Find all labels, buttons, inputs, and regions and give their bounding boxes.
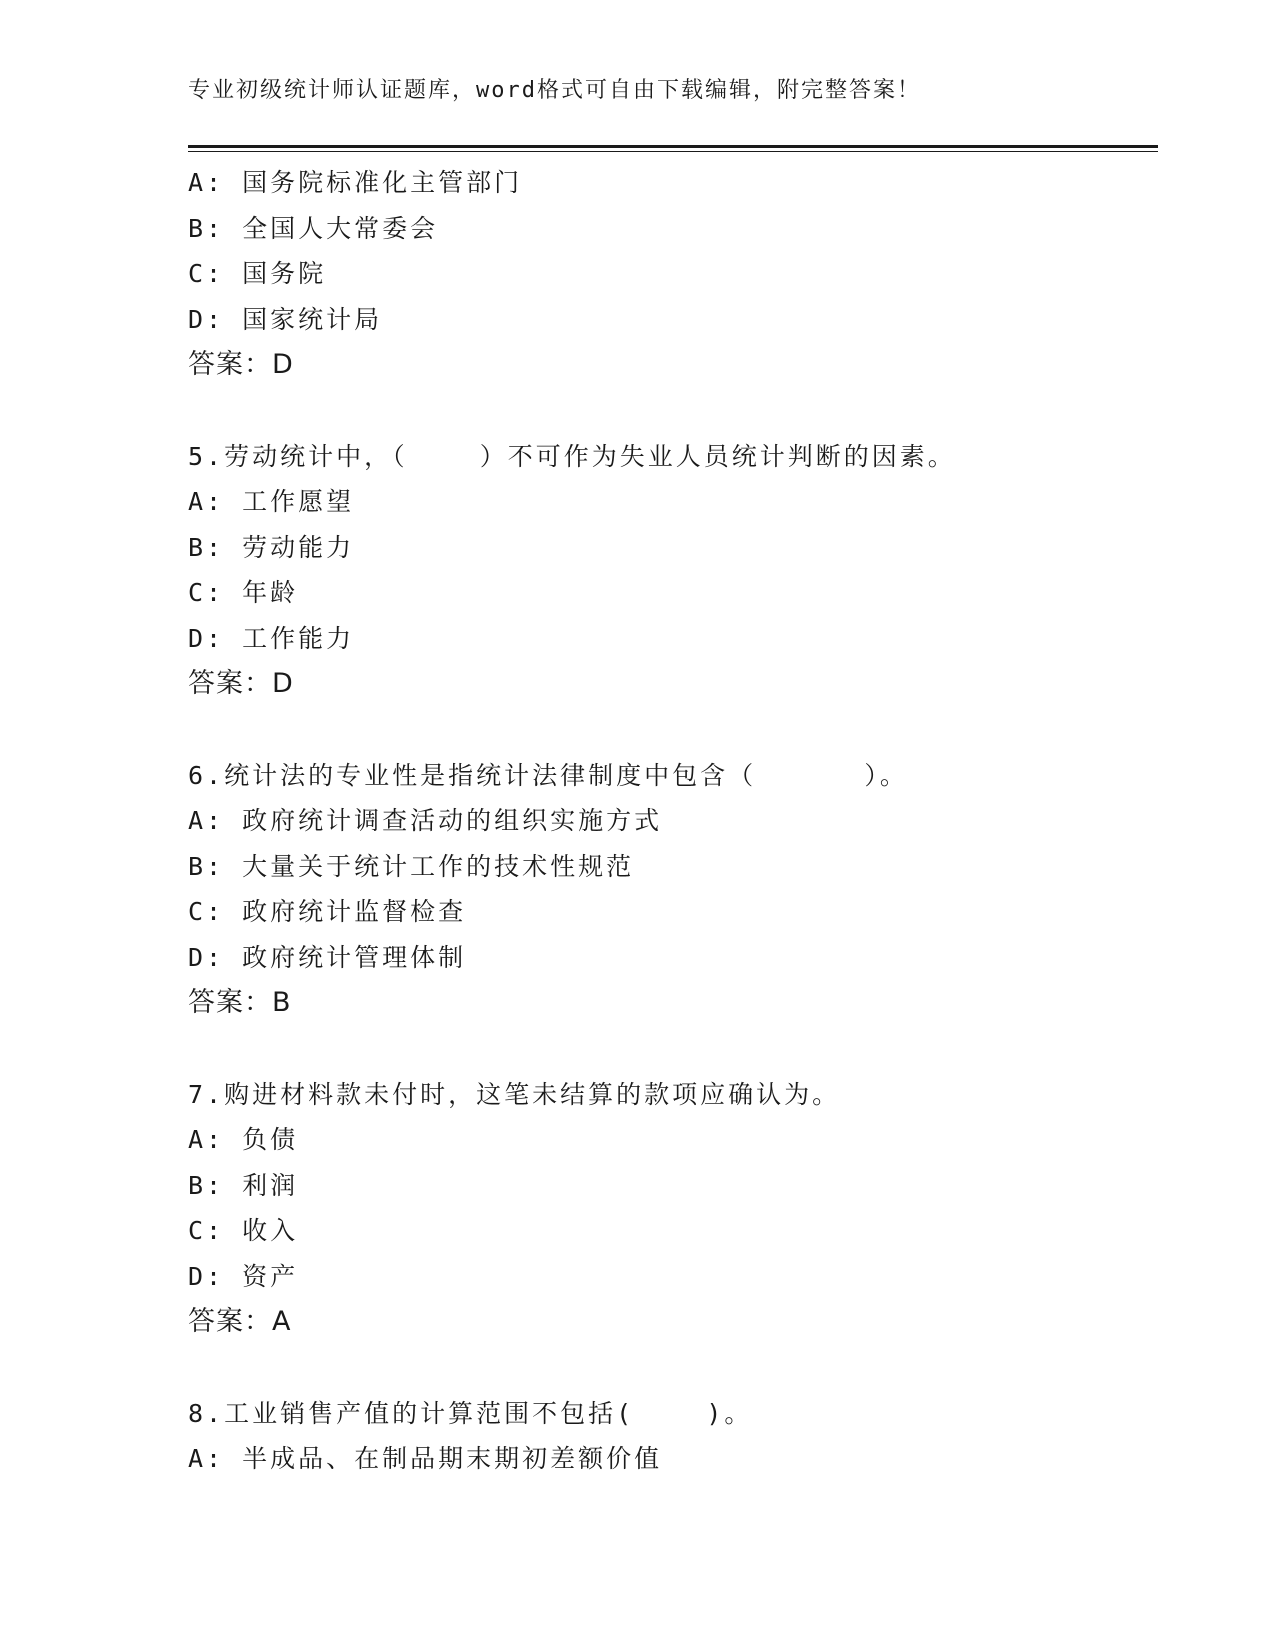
question-8 — [188, 1391, 1148, 1482]
answer: 答案：A — [188, 1306, 292, 1337]
answer: 答案：D — [188, 349, 294, 380]
option-d: D: 政府统计管理体制 — [188, 942, 467, 972]
option-c: C: 年龄 — [188, 578, 299, 607]
option-d: D: 国家统计局 — [188, 304, 383, 334]
question-4 — [188, 160, 1148, 388]
option-c: C: 收入 — [188, 1216, 299, 1245]
option-d: D: 资产 — [188, 1261, 299, 1291]
option-d: D: 工作能力 — [188, 623, 355, 653]
option-b: B: 大量关于统计工作的技术性规范 — [188, 851, 635, 881]
header-rule-thick — [188, 145, 1158, 148]
option-b: B: 全国人大常委会 — [188, 213, 439, 243]
option-a: A: 工作愿望 — [188, 487, 355, 516]
question-list — [188, 160, 1148, 1482]
option-b: B: 劳动能力 — [188, 532, 355, 562]
header-rule-thin — [188, 151, 1158, 152]
option-a: A: 负债 — [188, 1125, 299, 1154]
answer: 答案：B — [188, 987, 292, 1018]
option-c: C: 国务院 — [188, 259, 327, 288]
question-5 — [188, 434, 1148, 707]
question-text: 7.购进材料款未付时，这笔未结算的款项应确认为。 — [188, 1079, 841, 1109]
option-c: C: 政府统计监督检查 — [188, 897, 467, 926]
option-a: A: 政府统计调查活动的组织实施方式 — [188, 806, 663, 835]
question-6 — [188, 753, 1148, 1026]
answer: 答案：D — [188, 668, 294, 699]
option-a: A: 半成品、在制品期末期初差额价值 — [188, 1444, 663, 1473]
question-text: 8.工业销售产值的计算范围不包括( )。 — [188, 1398, 753, 1428]
page-header: 专业初级统计师认证题库，word格式可自由下载编辑，附完整答案！ — [188, 78, 921, 103]
option-a: A: 国务院标准化主管部门 — [188, 168, 523, 197]
question-text: 5.劳动统计中，（ ）不可作为失业人员统计判断的因素。 — [188, 441, 956, 471]
question-7 — [188, 1072, 1148, 1345]
option-b: B: 利润 — [188, 1170, 299, 1200]
question-text: 6.统计法的专业性是指统计法律制度中包含（ ）。 — [188, 760, 908, 790]
